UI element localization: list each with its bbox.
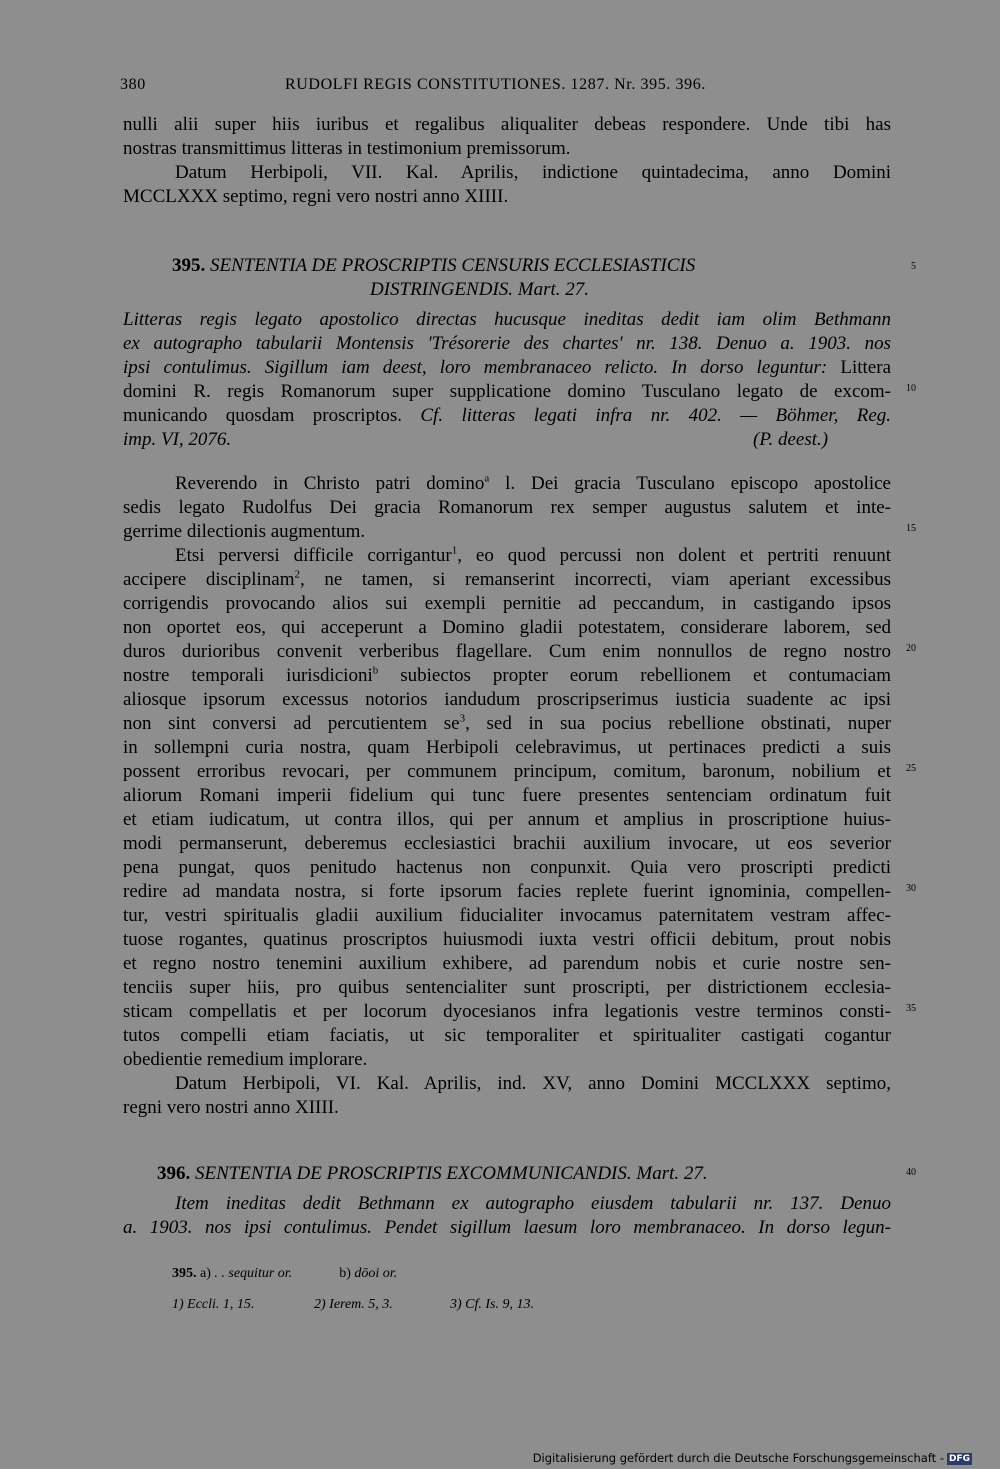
doc395-note-line-1: Litteras regis legato apostolico directas hucusque ineditas dedit iam olim Bethmann — [123, 309, 891, 330]
text-run: , eo quod percussi non dolent et pertriti renuunt — [457, 545, 891, 566]
footnote-2: 2) Ierem. 5, 3. — [314, 1297, 393, 1312]
doc395-heading-line-2: DISTRINGENDIS. Mart. 27. — [370, 279, 590, 300]
line-number-15: 15 — [906, 523, 916, 534]
body-line-15: et etiam iudicatum, ut contra illos, qui per annum et amplius in proscriptione huius- — [123, 809, 891, 830]
doc395-note-line-4: domini R. regis Romanorum super supplicatione domino Tusculano legato de excom- — [123, 381, 891, 402]
body-line-1 — [175, 472, 891, 496]
body-line-20: tuose rogantes, quatinus proscriptos huiusmodi iuxta vestri officii debitum, prout nobis — [123, 929, 891, 950]
line-number-10: 10 — [906, 383, 916, 394]
doc396-note-line-2: a. 1903. nos ipsi contulimus. Pendet sigillum laesum loro membranaceo. In dorso legun- — [123, 1217, 891, 1238]
body-line-6: corrigendis provocando alios sui exempli pernitie ad peccandum, in castigando ipsos — [123, 593, 891, 614]
dfg-logo: DFG — [948, 1454, 970, 1464]
doc395-note-line-6-right: (P. deest.) — [753, 429, 829, 450]
text-run: , ne tamen, si remanserint incorrecti, viam aperiant excessibus — [300, 569, 891, 590]
body-line-17: pena pungat, quos penitudo hactenus non conpunxit. Quia vero proscripti predicti — [123, 857, 891, 878]
text-run: nostre temporali iurisdicioni — [123, 665, 373, 686]
note-roman-part: Littera — [827, 357, 891, 378]
text-run: subiectos propter eorum rebellionem et contumaciam — [378, 665, 892, 686]
text-run: Etsi perversi difficile corrigantur — [175, 545, 452, 566]
footnote-1: 1) Eccli. 1, 15. — [172, 1297, 255, 1312]
footnote-a-b-line — [172, 1265, 397, 1283]
line-number-30: 30 — [906, 883, 916, 894]
body-line-19: tur, vestri spiritualis gladii auxilium fiducialiter invocamus paternitatem vestram affec- — [123, 905, 891, 926]
body-line-21: et regno nostro tenemini auxilium exhibere, ad parendum nobis et curie nostre sen- — [123, 953, 891, 974]
body-line-23: sticam compellatis et per locorum dyocesianos infra legationis vestre terminos consti- — [123, 1001, 891, 1022]
body-line-2: sedis legato Rudolfus Dei gracia Romanorum rex semper augustus salutem et inte- — [123, 497, 891, 518]
text-run: Reverendo in Christo patri domino — [175, 473, 485, 494]
body-line-22: tenciis super hiis, pro quibus sentencialiter sunt proscripti, per districtionem ecclesia- — [123, 977, 891, 998]
doc395-note-line-3 — [123, 356, 891, 380]
body-line-8: duros durioribus convenit verberibus flagellare. Cum enim nonnullos de regno nostro — [123, 641, 891, 662]
footnote-mark-1: 1 — [451, 544, 458, 557]
body-line-11 — [123, 712, 891, 736]
footnote-mark-b: b — [372, 664, 379, 677]
intro-line-1: nulli alii super hiis iuribus et regalibus aliqualiter debeas respondere. Unde tibi has — [123, 114, 891, 135]
body-line-4 — [175, 544, 891, 568]
note-italic-part: ipsi contulimus. Sigillum iam deest, loro membranaceo relicto. In dorso leguntur: — [123, 357, 828, 378]
doc396-number: 396. — [157, 1163, 191, 1184]
text-run: l. Dei gracia Tusculano episcopo apostolice — [489, 473, 891, 494]
text-run: non sint conversi ad percutientem se — [123, 713, 460, 734]
line-number-5: 5 — [911, 261, 916, 272]
doc396-note-line-1: Item ineditas dedit Bethmann ex autographo eiusdem tabularii nr. 137. Denuo — [175, 1193, 891, 1214]
footnote-mark-3: 3 — [459, 712, 466, 725]
intro-line-4: MCCLXXX septimo, regni vero nostri anno XIIII. — [123, 186, 509, 207]
line-number-20: 20 — [906, 643, 916, 654]
body-line-10: aliosque ipsorum excessus notorios iandudum proscripserimus iusticia suadente ac ipsi — [123, 689, 891, 710]
body-line-16: modi permanserunt, deberemus ecclesiastici brachii auxilium invocare, ut eos severior — [123, 833, 891, 854]
digitization-footer — [533, 1451, 972, 1465]
doc395-note-line-2: ex autographo tabularii Montensis 'Trésorerie des chartes' nr. 138. Denuo a. 1903. nos — [123, 333, 891, 354]
note-italic-part: Cf. litteras legati infra nr. 402. — Böhmer, Reg. — [402, 405, 892, 426]
body-line-18: redire ad mandata nostra, si forte ipsorum facies replete fuerint ignominia, compellen- — [123, 881, 891, 902]
footnote-label: 395. — [172, 1266, 197, 1281]
line-number-25: 25 — [906, 763, 916, 774]
body-line-27: regni vero nostri anno XIIII. — [123, 1097, 339, 1118]
line-number-40: 40 — [906, 1167, 916, 1178]
footnote-mark-2: 2 — [294, 568, 301, 581]
footnote-a-text: . . sequitur or. — [214, 1266, 293, 1281]
page-number: 380 — [120, 76, 146, 93]
body-line-7: non oportet eos, qui acceperunt a Domino gladii potestatem, considerare laborem, sed — [123, 617, 891, 638]
body-line-13: possent erroribus revocari, per communem principum, comitum, baronum, nobilium et — [123, 761, 891, 782]
body-line-24: tutos compelli etiam faciatis, ut sic temporaliter et spiritualiter castigati cogantur — [123, 1025, 891, 1046]
doc396-title: SENTENTIA DE PROSCRIPTIS EXCOMMUNICANDIS. Mart. 27. — [195, 1163, 708, 1184]
line-number-35: 35 — [906, 1003, 916, 1014]
body-line-12: in sollempni curia nostra, quam Herbipoli celebravimus, ut pertinaces predicti a suis — [123, 737, 891, 758]
text-run: accipere disciplinam — [123, 569, 295, 590]
text-run: , sed in sua pocius rebellione obstinati, nuper — [465, 713, 891, 734]
intro-line-3: Datum Herbipoli, VII. Kal. Aprilis, indictione quintadecima, anno Domini — [175, 162, 891, 183]
doc396-heading — [157, 1162, 708, 1186]
note-roman-part: municando quosdam proscriptos. — [123, 405, 402, 426]
footnote-b-mark: b) — [339, 1266, 351, 1281]
footnote-b-text: dōoi or. — [354, 1266, 398, 1281]
intro-line-2: nostras transmittimus litteras in testimonium premissorum. — [123, 138, 571, 159]
body-line-14: aliorum Romani imperii fidelium qui tunc fuere presentes sentenciam ordinatum fuit — [123, 785, 891, 806]
body-line-26: Datum Herbipoli, VI. Kal. Aprilis, ind. XV, anno Domini MCCLXXX septimo, — [175, 1073, 891, 1094]
body-line-9 — [123, 664, 891, 688]
footnote-mark-a: a — [484, 472, 490, 485]
doc395-title: SENTENTIA DE PROSCRIPTIS CENSURIS ECCLESIASTICIS — [210, 255, 696, 276]
body-line-25: obedientie remedium implorare. — [123, 1049, 368, 1070]
doc395-heading-line-1 — [172, 254, 695, 278]
footnote-3: 3) Cf. Is. 9, 13. — [450, 1297, 534, 1312]
doc395-note-line-5 — [123, 404, 891, 428]
body-line-3: gerrime dilectionis augmentum. — [123, 521, 366, 542]
body-line-5 — [123, 568, 891, 592]
doc395-note-line-6-left: imp. VI, 2076. — [123, 429, 232, 450]
doc395-number: 395. — [172, 255, 206, 276]
footer-text: Digitalisierung gefördert durch die Deutsche Forschungsgemeinschaft - — [532, 1451, 944, 1465]
footnote-a-mark: a) — [200, 1266, 211, 1281]
running-title: RUDOLFI REGIS CONSTITUTIONES. 1287. Nr. 395. 396. — [285, 76, 706, 93]
